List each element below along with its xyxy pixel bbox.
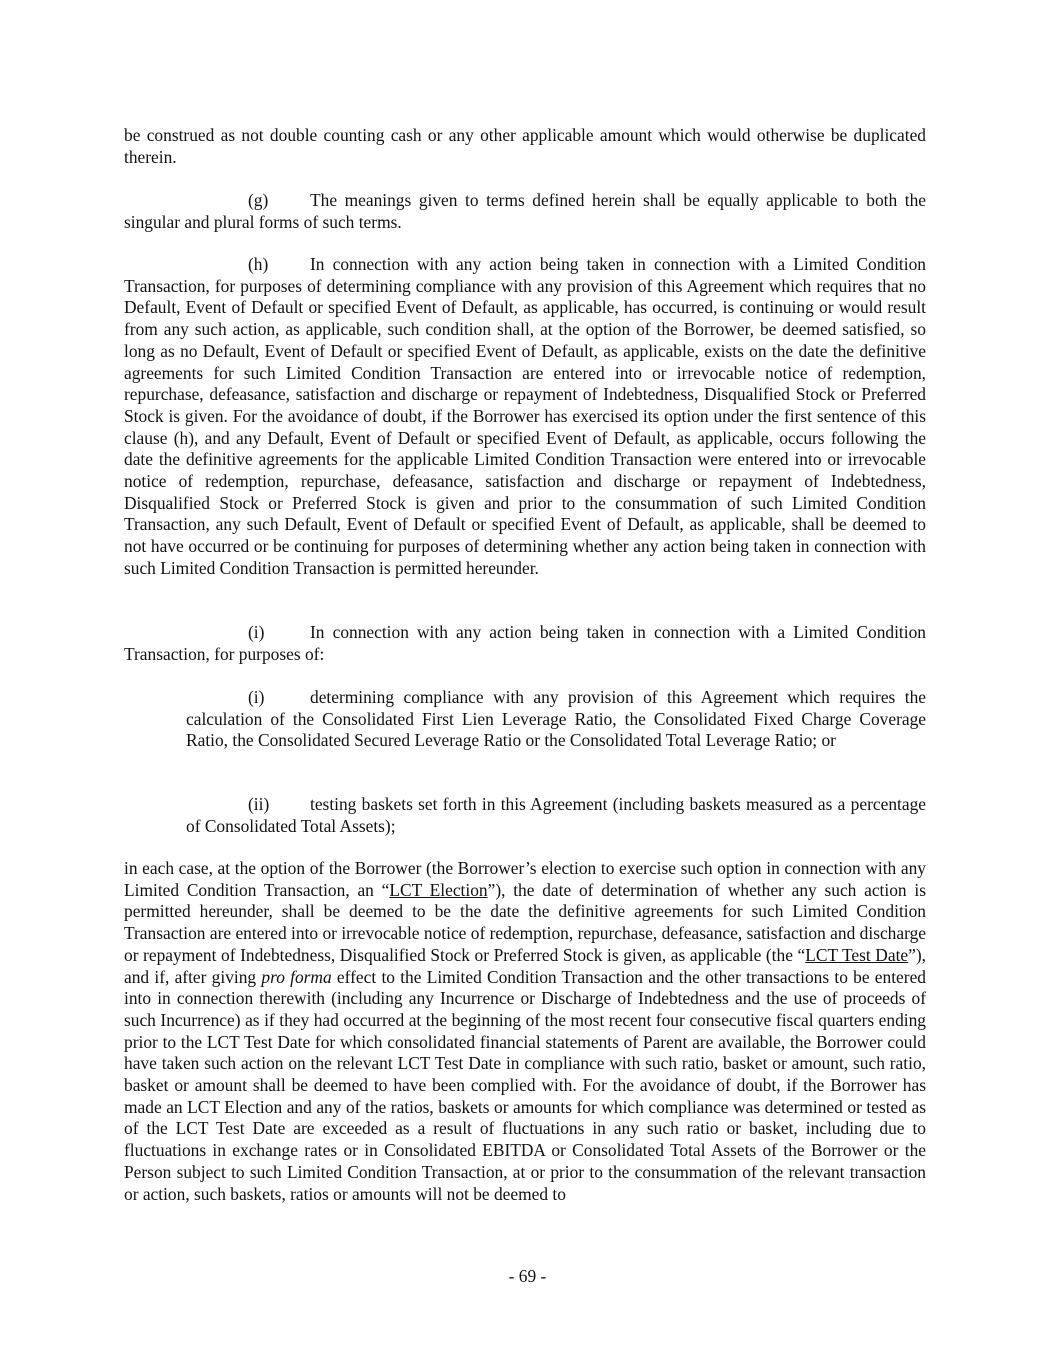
defined-term-lct-test-date: LCT Test Date: [805, 944, 909, 965]
clause-marker-g: (g): [248, 190, 269, 210]
paragraph-text: The meanings given to terms defined herein shall be equally applicable to both the singular and plural forms of such terms.: [124, 190, 926, 232]
paragraph-h: [124, 254, 926, 580]
subclause-text: testing baskets set forth in this Agreement (including baskets measured as a percentage of Consolidated Total Assets);: [186, 794, 926, 836]
paragraph-f-continuation: [124, 125, 926, 168]
subclause-i: [186, 687, 926, 752]
italic-pro-forma: pro forma: [261, 966, 332, 987]
paragraph-g: [124, 190, 926, 233]
paragraph-i: [124, 622, 926, 665]
paragraph-text-part: ”), and if, after giving: [124, 944, 926, 987]
subclause-text: determining compliance with any provision of this Agreement which requires the calculation of the Consolidated First Lien Leverage Ratio, the Consolidated Fixed Charge Coverage Ratio, the Consolidated Secured Leverage Ratio or the Consolidated Total Leverage Ratio; or: [186, 687, 926, 751]
subclause-marker-i: (i): [248, 687, 265, 707]
clause-marker-h: (h): [248, 254, 269, 274]
subclause-ii: [186, 794, 926, 837]
page-number: - 69 -: [508, 1266, 547, 1286]
defined-term-lct-election: LCT Election: [389, 879, 488, 900]
clause-marker-i: (i): [248, 622, 265, 642]
paragraph-in-each-case: [124, 858, 926, 1205]
paragraph-text-part: in each case, at the option of the Borrower (the Borrower’s election to exercise such option in connection with any Limited Condition Transaction, an “: [124, 858, 926, 900]
paragraph-text: be construed as not double counting cash or any other applicable amount which would otherwise be duplicated therein.: [124, 125, 926, 167]
paragraph-text: In connection with any action being taken in connection with a Limited Condition Transaction, for purposes of:: [124, 622, 926, 664]
paragraph-text-part: ”), the date of determination of whether any such action is permitted hereunder, shall be deemed to be the date the definitive agreements for such Limited Condition Transaction are entered into or irrevocable notice of redemption, repurchase, defeasance, satisfaction and discharge or repayment of Indebtedness, Disqualified Stock or Preferred Stock is given, as applicable (the “: [124, 879, 926, 965]
paragraph-text: In connection with any action being taken in connection with a Limited Condition Transaction, for purposes of determining compliance with any provision of this Agreement which requires that no Default, Event of Default or specified Event of Default, as applicable, has occurred, is continuing or would result from any such action, as applicable, such condition shall, at the option of the Borrower, be deemed satisfied, so long as no Default, Event of Default or specified Event of Default, as applicable, exists on the date the definitive agreements for such Limited Condition Transaction are entered into or irrevocable notice of redemption, repurchase, defeasance, satisfaction and discharge or repayment of Indebtedness, Disqualified Stock or Preferred Stock is given. For the avoidance of doubt, if the Borrower has exercised its option under the first sentence of this clause (h), and any Default, Event of Default or specified Event of Default, as applicable, occurs following the date the definitive agreements for the applicable Limited Condition Transaction were entered into or irrevocable notice of redemption, repurchase, defeasance, satisfaction and discharge or repayment of Indebtedness, Disqualified Stock or Preferred Stock is given and prior to the consummation of such Limited Condition Transaction, any such Default, Event of Default or specified Event of Default, as applicable, shall be deemed to not have occurred or be continuing for purposes of determining whether any action being taken in connection with such Limited Condition Transaction is permitted hereunder.: [124, 254, 926, 578]
subclause-marker-ii: (ii): [248, 794, 270, 814]
paragraph-text-part: effect to the Limited Condition Transaction and the other transactions to be entered into in connection therewith (including any Incurrence or Discharge of Indebtedness and the use of proceeds of such Incurrence) as if they had occurred at the beginning of the most recent four consecutive fiscal quarters ending prior to the LCT Test Date for which consolidated financial statements of Parent are available, the Borrower could have taken such action on the relevant LCT Test Date in compliance with such ratio, basket or amount, such ratio, basket or amount shall be deemed to have been complied with. For the avoidance of doubt, if the Borrower has made an LCT Election and any of the ratios, baskets or amounts for which compliance was determined or tested as of the LCT Test Date are exceeded as a result of fluctuations in any such ratio or basket, including due to fluctuations in exchange rates or in Consolidated EBITDA or Consolidated Total Assets of the Borrower or the Person subject to such Limited Condition Transaction, at or prior to the consummation of the relevant transaction or action, such baskets, ratios or amounts will not be deemed to: [124, 966, 926, 1204]
